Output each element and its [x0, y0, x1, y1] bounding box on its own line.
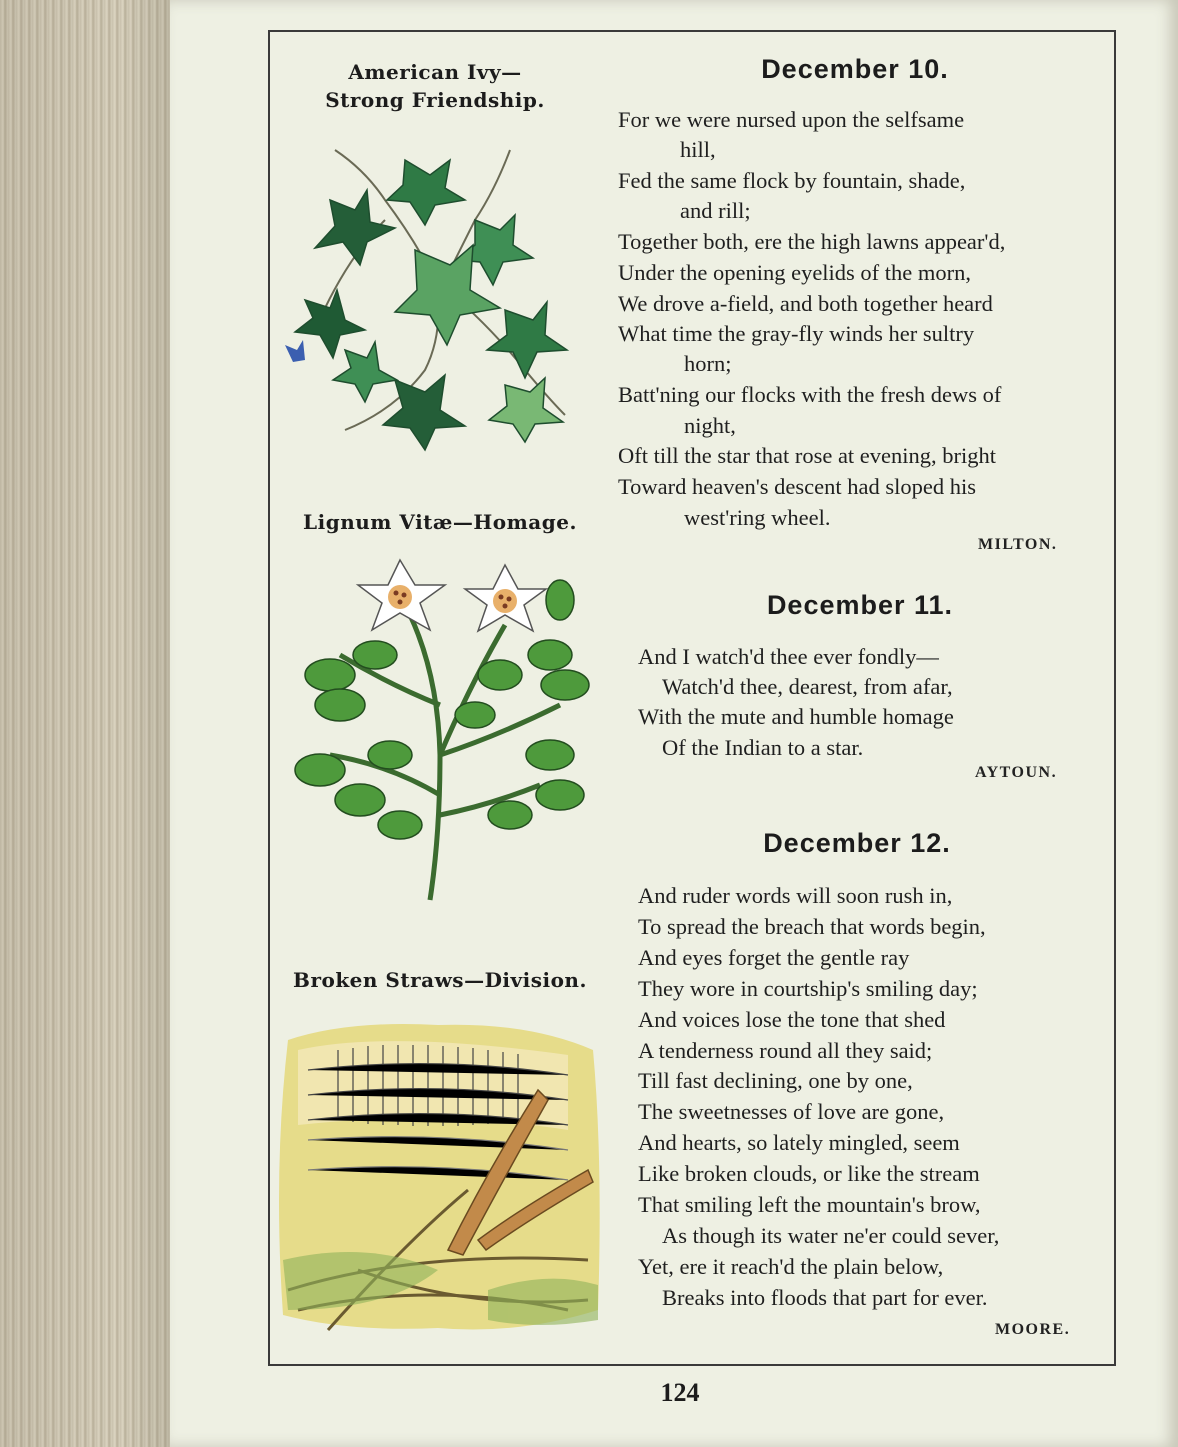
author-moore: MOORE.: [995, 1321, 1071, 1338]
poem-line: Oft till the star that rose at evening, bright: [618, 443, 997, 468]
poem-line: And voices lose the tone that shed: [638, 1007, 946, 1032]
entry-date-dec-10: December 10.: [761, 54, 949, 84]
broken-straws-illustration: [268, 1010, 608, 1340]
ivy-illustration: [275, 130, 595, 460]
poem-line: They wore in courtship's smiling day;: [638, 976, 978, 1001]
lignum-vitae-illustration: [290, 555, 610, 910]
poem-line: We drove a-field, and both together heard: [618, 291, 993, 316]
author-milton: MILTON.: [978, 536, 1058, 553]
poem-line: That smiling left the mountain's brow,: [638, 1192, 981, 1217]
poem-line: west'ring wheel.: [684, 505, 831, 530]
broken-straws-caption: Broken Straws—Division.: [293, 968, 587, 992]
poem-line: Together both, ere the high lawns appear'd,: [618, 229, 1006, 254]
entry-date-dec-11: December 11.: [766, 590, 954, 620]
poem-line: Fed the same flock by fountain, shade,: [618, 168, 966, 193]
poem-line: For we were nursed upon the selfsame: [618, 107, 965, 132]
poem-line: And ruder words will soon rush in,: [638, 883, 953, 908]
ivy-caption-line1: American Ivy—: [348, 60, 522, 84]
poem-line: What time the gray-fly winds her sultry: [618, 321, 975, 346]
poem-line: Batt'ning our flocks with the fresh dews of: [618, 382, 1002, 407]
ivy-caption-line2: Strong Friendship.: [325, 88, 545, 112]
poem-line: Breaks into floods that part for ever.: [662, 1285, 988, 1310]
poem-line: night,: [684, 413, 736, 438]
poem-line: Like broken clouds, or like the stream: [638, 1161, 980, 1186]
lignum-vitae-caption: Lignum Vitæ—Homage.: [303, 510, 577, 534]
poem-line: hill,: [680, 137, 716, 162]
poem-line: To spread the breach that words begin,: [638, 914, 986, 939]
poem-line: horn;: [684, 351, 732, 376]
poem-line: The sweetnesses of love are gone,: [638, 1099, 945, 1124]
entry-date-dec-12: December 12.: [763, 828, 951, 858]
poem-line: Of the Indian to a star.: [662, 735, 864, 760]
page-number: 124: [660, 1378, 700, 1407]
poem-line: And I watch'd thee ever fondly—: [638, 644, 939, 669]
poem-line: And eyes forget the gentle ray: [638, 945, 910, 970]
poem-line: Under the opening eyelids of the morn,: [618, 260, 972, 285]
poem-line: A tenderness round all they said;: [638, 1038, 933, 1063]
poem-line: With the mute and humble homage: [638, 704, 954, 729]
poem-line: As though its water ne'er could sever,: [662, 1223, 1000, 1248]
poem-line: Toward heaven's descent had sloped his: [618, 474, 977, 499]
poem-line: and rill;: [680, 198, 751, 223]
poem-line: And hearts, so lately mingled, seem: [638, 1130, 960, 1155]
poem-line: Watch'd thee, dearest, from afar,: [662, 674, 953, 699]
poem-line: Till fast declining, one by one,: [638, 1068, 913, 1093]
author-aytoun: AYTOUN.: [975, 764, 1058, 781]
poem-line: Yet, ere it reach'd the plain below,: [638, 1254, 944, 1279]
